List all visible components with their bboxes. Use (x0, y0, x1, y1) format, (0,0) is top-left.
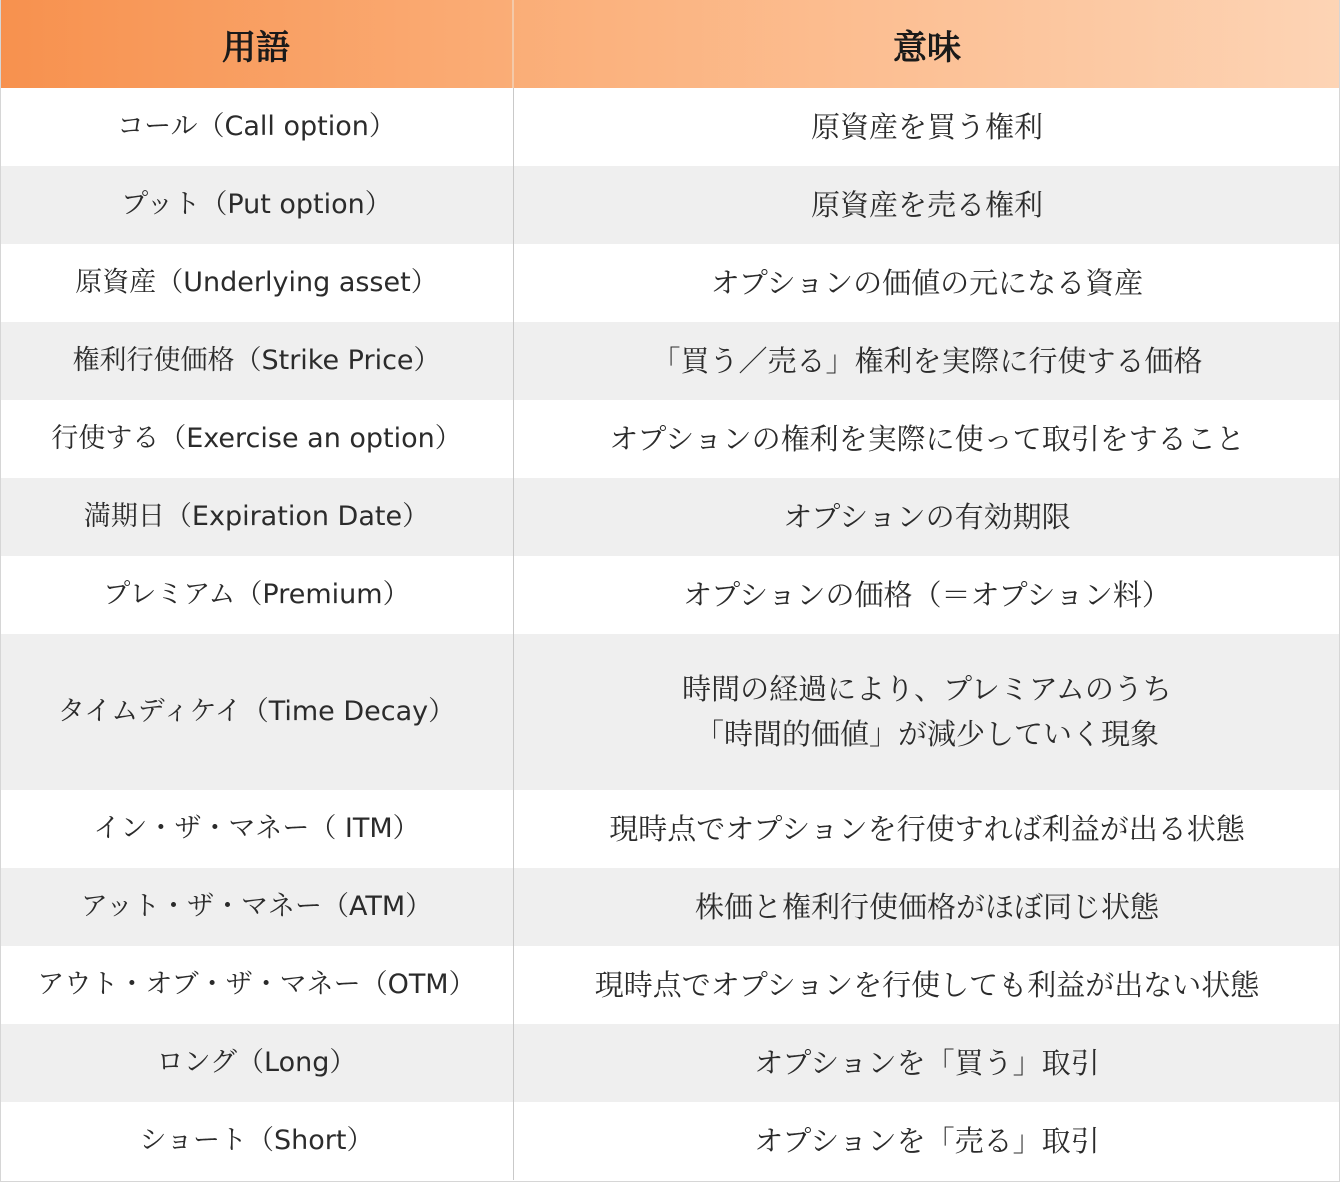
meaning-line-2: 「時間的価値」が減少していく現象 (694, 717, 1159, 751)
term-cell: ショート（Short） (0, 1102, 514, 1180)
term-cell: アット・ザ・マネー（ATM） (0, 868, 514, 946)
meaning-cell: 現時点でオプションを行使しても利益が出ない状態 (594, 967, 1260, 1002)
meaning-cell: 原資産を売る権利 (810, 187, 1043, 222)
meaning-cell: オプションを「売る」取引 (754, 1123, 1100, 1158)
table-row (0, 322, 1340, 400)
table-row (0, 88, 1340, 166)
table-row (0, 634, 1340, 790)
meaning-cell: オプションの権利を実際に使って取引をすること (609, 421, 1245, 456)
meaning-cell: 原資産を買う権利 (810, 109, 1043, 144)
meaning-cell (514, 634, 1340, 790)
table-body (0, 88, 1340, 1180)
term-cell: 権利行使価格（Strike Price） (0, 322, 514, 400)
term-cell: プット（Put option） (0, 166, 514, 244)
table-row (0, 478, 1340, 556)
table-row (0, 400, 1340, 478)
table-row (0, 790, 1340, 868)
term-cell: コール（Call option） (0, 88, 514, 166)
term-cell: プレミアム（Premium） (0, 556, 514, 634)
header-term: 用語 (0, 0, 514, 88)
meaning-line-1: 時間の経過により、プレミアムのうち (682, 672, 1172, 707)
table-row (0, 1024, 1340, 1102)
table-row (0, 1102, 1340, 1180)
meaning-cell: 株価と権利行使価格がほぼ同じ状態 (694, 889, 1159, 924)
table-header (0, 0, 1340, 88)
term-cell: 満期日（Expiration Date） (0, 478, 514, 556)
term-cell: アウト・オブ・ザ・マネー（OTM） (0, 946, 514, 1024)
table-row (0, 946, 1340, 1024)
term-cell: イン・ザ・マネー（ ITM） (0, 790, 514, 868)
meaning-cell: オプションを「買う」取引 (754, 1045, 1100, 1080)
meaning-cell: 「買う／売る」権利を実際に行使する価格 (651, 343, 1203, 378)
table-row (0, 556, 1340, 634)
table-row (0, 166, 1340, 244)
meaning-cell: 現時点でオプションを行使すれば利益が出る状態 (609, 811, 1245, 846)
header-meaning: 意味 (893, 27, 961, 68)
term-cell: 行使する（Exercise an option） (0, 400, 514, 478)
meaning-cell: オプションの価格（＝オプション料） (683, 577, 1171, 612)
term-cell: タイムディケイ（Time Decay） (0, 634, 514, 790)
table-row (0, 244, 1340, 322)
table-row (0, 868, 1340, 946)
meaning-cell: オプションの有効期限 (783, 499, 1071, 534)
term-cell: ロング（Long） (0, 1024, 514, 1102)
term-cell: 原資産（Underlying asset） (0, 244, 514, 322)
meaning-cell: オプションの価値の元になる資産 (710, 265, 1144, 300)
